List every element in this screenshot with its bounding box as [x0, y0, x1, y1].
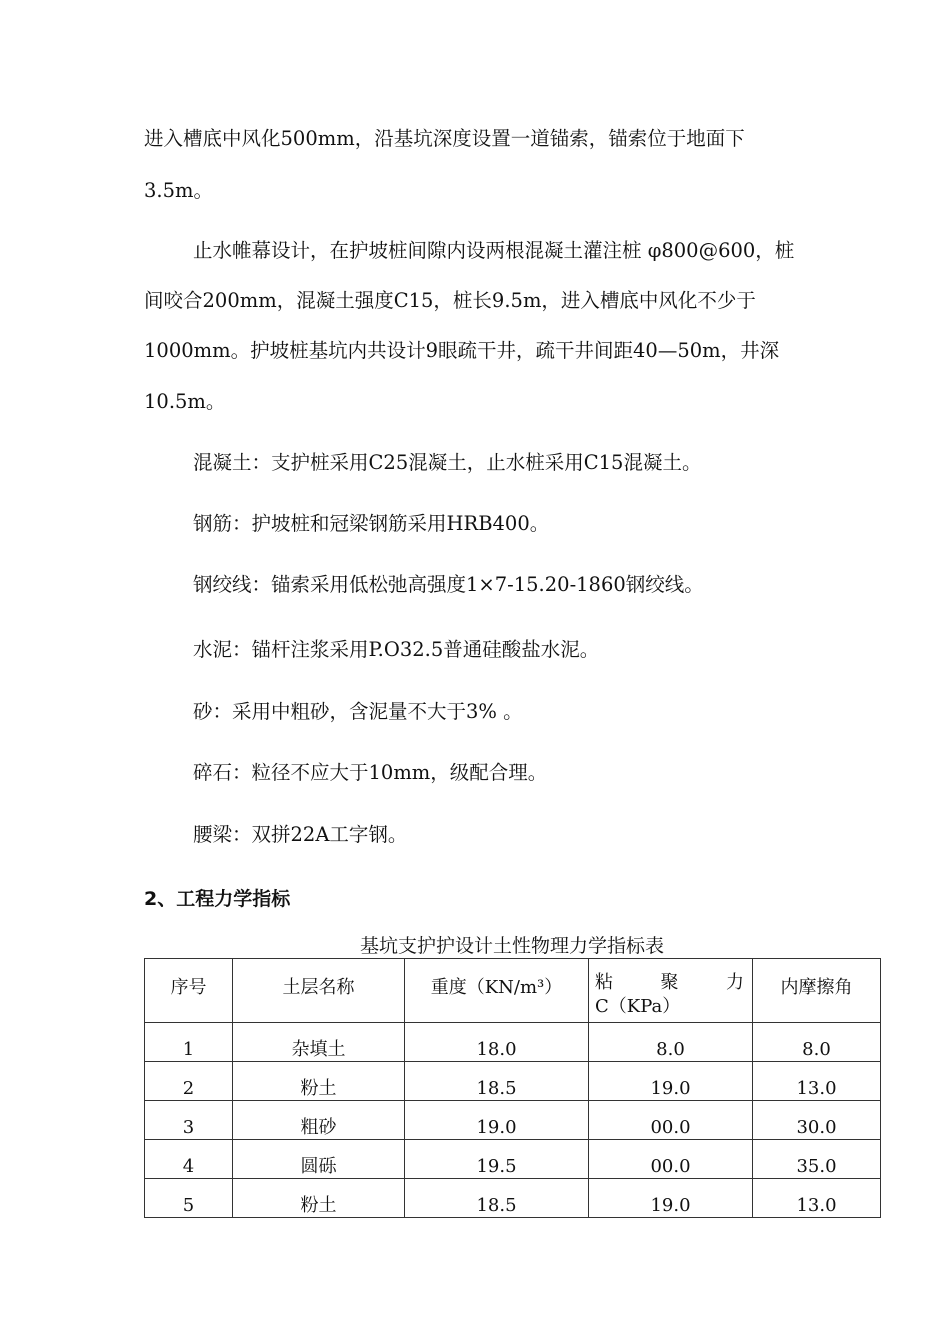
soil-properties-table [144, 958, 881, 1218]
cell-cohesion: 00.0 [589, 1140, 753, 1179]
table-row [145, 1062, 881, 1101]
cell-unit-weight: 19.5 [405, 1140, 589, 1179]
cell-no: 1 [145, 1023, 233, 1062]
header-layer-name: 土层名称 [233, 959, 405, 1023]
cell-layer-name: 圆砾 [233, 1140, 405, 1179]
cell-no: 3 [145, 1101, 233, 1140]
paragraph-line: 1000mm。护坡桩基坑内共设计9眼疏干井，疏干井间距40—50m，井深 [144, 339, 780, 362]
cell-cohesion: 8.0 [589, 1023, 753, 1062]
header-cohesion-char: 力 [726, 972, 744, 993]
table-caption: 基坑支护护设计土性物理力学指标表 [359, 935, 664, 957]
table-row [145, 1023, 881, 1062]
cell-friction-angle: 35.0 [753, 1140, 881, 1179]
paragraph-line: 钢筋：护坡桩和冠梁钢筋采用HRB400。 [193, 512, 550, 535]
paragraph-line: 3.5m。 [144, 179, 214, 202]
paragraph-line: 进入槽底中风化500mm，沿基坑深度设置一道锚索，锚索位于地面下 [144, 127, 745, 150]
cell-no: 2 [145, 1062, 233, 1101]
cell-friction-angle: 13.0 [753, 1062, 881, 1101]
header-cohesion-unit: C（KPa） [595, 996, 681, 1017]
paragraph-line: 止水帷幕设计，在护坡桩间隙内设两根混凝土灌注桩 φ800@600，桩 [193, 239, 795, 262]
cell-unit-weight: 18.0 [405, 1023, 589, 1062]
table-row [145, 1140, 881, 1179]
header-cohesion-char: 粘 [595, 972, 613, 993]
cell-no: 5 [145, 1179, 233, 1218]
paragraph-line: 间咬合200mm，混凝土强度C15，桩长9.5m，进入槽底中风化不少于 [144, 289, 756, 312]
section-heading: 2、工程力学指标 [144, 888, 291, 910]
cell-layer-name: 杂填土 [233, 1023, 405, 1062]
header-unit-weight: 重度（KN/m³） [405, 959, 589, 1023]
paragraph-line: 碎石：粒径不应大于10mm，级配合理。 [193, 761, 548, 784]
cell-cohesion: 19.0 [589, 1179, 753, 1218]
paragraph-line: 10.5m。 [144, 390, 226, 413]
cell-unit-weight: 18.5 [405, 1062, 589, 1101]
table-row [145, 1179, 881, 1218]
paragraph-line: 钢绞线：锚索采用低松弛高强度1×7-15.20-1860钢绞线。 [193, 573, 704, 596]
cell-layer-name: 粉土 [233, 1179, 405, 1218]
cell-layer-name: 粗砂 [233, 1101, 405, 1140]
table-row [145, 1101, 881, 1140]
paragraph-line: 砂：采用中粗砂，含泥量不大于3% 。 [193, 700, 523, 723]
cell-cohesion: 19.0 [589, 1062, 753, 1101]
cell-layer-name: 粉土 [233, 1062, 405, 1101]
cell-cohesion: 00.0 [589, 1101, 753, 1140]
paragraph-line: 腰梁：双拼22A工字钢。 [193, 823, 408, 846]
paragraph-line: 混凝土：支护桩采用C25混凝土，止水桩采用C15混凝土。 [193, 451, 702, 474]
cell-friction-angle: 30.0 [753, 1101, 881, 1140]
header-cohesion [589, 959, 753, 1023]
cell-unit-weight: 18.5 [405, 1179, 589, 1218]
cell-unit-weight: 19.0 [405, 1101, 589, 1140]
header-cohesion-char: 聚 [660, 972, 679, 993]
header-friction-angle: 内摩擦角 [753, 959, 881, 1023]
paragraph-line: 水泥：锚杆注浆采用P.O32.5普通硅酸盐水泥。 [193, 638, 600, 661]
cell-friction-angle: 8.0 [753, 1023, 881, 1062]
table-header-row [145, 959, 881, 1023]
cell-friction-angle: 13.0 [753, 1179, 881, 1218]
cell-no: 4 [145, 1140, 233, 1179]
header-no: 序号 [145, 959, 233, 1023]
